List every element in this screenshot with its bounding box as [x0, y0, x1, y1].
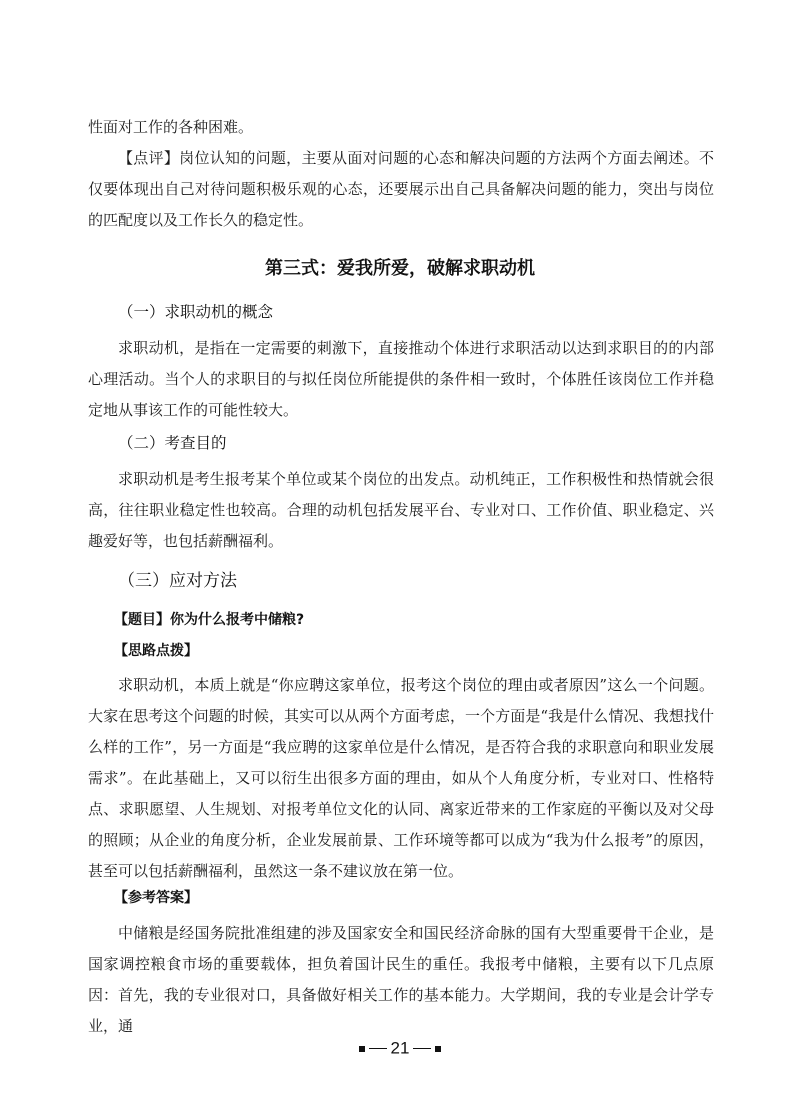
footer-dash-right: [413, 1048, 431, 1050]
question-label: 【题目】你为什么报考中储粮?: [114, 612, 305, 628]
page-number: 21: [390, 1038, 410, 1058]
comment-paragraph: 【点评】岗位认知的问题，主要从面对问题的心态和解决问题的方法两个方面去阐述。不仅要体现出自己对待问题积极乐观的心态，还要展示出自己具备解决问题的能力，突出与岗位的匹配度以及工作长久的稳定性。: [88, 149, 714, 229]
footer-dash-left: [369, 1048, 387, 1050]
footer-square-left: [359, 1046, 365, 1052]
subheading-method: （三）应对方法: [118, 571, 237, 591]
hint-label: 【思路点拨】: [114, 643, 198, 659]
subheading-purpose: （二）考查目的: [118, 434, 227, 452]
purpose-paragraph: 求职动机是考生报考某个单位或某个岗位的出发点。动机纯正，工作积极性和热情就会很高，往往职业稳定性也较高。合理的动机包括发展平台、专业对口、工作价值、职业稳定、兴趣爱好等，也包括薪酬福利。: [88, 470, 714, 550]
footer-square-right: [435, 1046, 441, 1052]
section-title: 第三式：爱我所爱，破解求职动机: [265, 258, 535, 279]
page-footer: [0, 1036, 800, 1061]
concept-paragraph: 求职动机，是指在一定需要的刺激下，直接推动个体进行求职活动以达到求职目的的内部心理活动。当个人的求职目的与拟任岗位所能提供的条件相一致时，个体胜任该岗位工作并稳定地从事该工作的可能性较大。: [88, 339, 714, 419]
hint-paragraph: 求职动机，本质上就是“你应聘这家单位，报考这个岗位的理由或者原因”这么一个问题。大家在思考这个问题的时候，其实可以从两个方面考虑，一个方面是“我是什么情况、我想找什么样的工作”，另一方面是“我应聘的这家单位是什么情况，是否符合我的求职意向和职业发展需求”。在此基础上，又可以衍生出很多方面的理由，如从个人角度分析，专业对口、性格特点、求职愿望、人生规划、对报考单位文化的认同、离家近带来的工作家庭的平衡以及对父母的照顾；从企业的角度分析，企业发展前景、工作环境等都可以成为“我为什么报考”的原因，甚至可以包括薪酬福利，虽然这一条不建议放在第一位。: [88, 676, 714, 880]
answer-label: 【参考答案】: [114, 890, 198, 906]
subheading-concept: （一）求职动机的概念: [118, 303, 274, 321]
intro-tail-text: 性面对工作的各种困难。: [88, 118, 254, 136]
answer-paragraph-continued: 首先，我的专业很对口，具备做好相关工作的基本能力。大学期间，我的专业是会计学专业，通: [88, 986, 714, 1035]
answer-paragraph: 中储粮是经国务院批准组建的涉及国家安全和国民经济命脉的国有大型重要骨干企业，是国家调控粮食市场的重要载体，担负着国计民生的重任。我报考中储粮，主要有以下几点原因：: [88, 924, 714, 1004]
